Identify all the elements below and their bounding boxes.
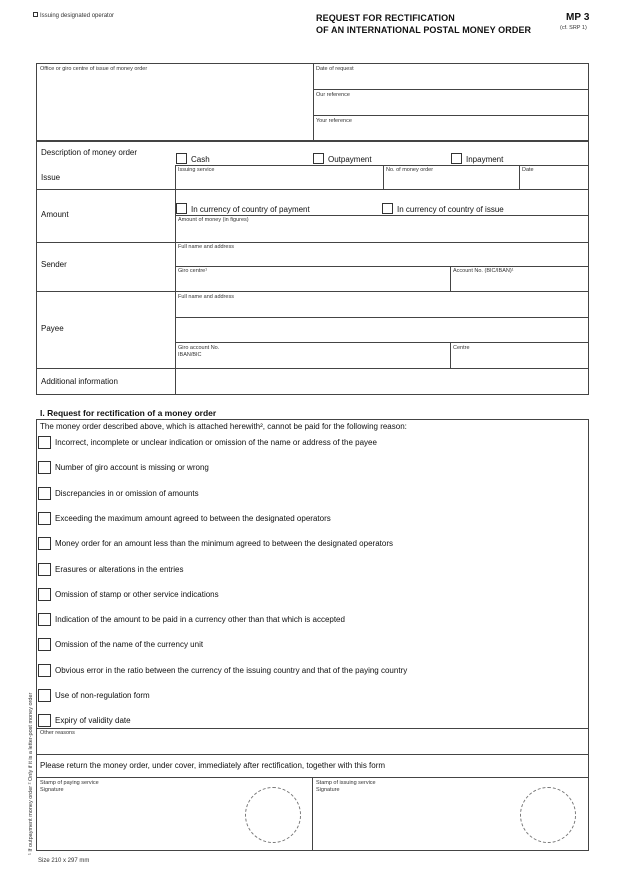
reason-label: Omission of stamp or other service indications: [55, 590, 219, 599]
reason-checkbox[interactable]: [38, 664, 51, 677]
cash-checkbox[interactable]: [176, 153, 187, 164]
currency-issue-label: In currency of country of issue: [397, 205, 504, 214]
payee-centre-field[interactable]: Centre: [453, 345, 470, 351]
rectification-intro: The money order described above, which is attached herewith², cannot be paid for the following reason:: [40, 422, 407, 431]
sender-giro-centre-field[interactable]: Giro centre¹: [178, 268, 208, 274]
outpayment-checkbox[interactable]: [313, 153, 324, 164]
form-title-line1: REQUEST FOR RECTIFICATION: [316, 13, 455, 23]
other-reasons-field[interactable]: Other reasons: [40, 730, 75, 736]
outpayment-option-label: Outpayment: [328, 155, 372, 164]
reason-label: Indication of the amount to be paid in a currency other than that which is accepted: [55, 615, 345, 624]
sender-name-field[interactable]: Full name and address: [178, 244, 234, 250]
payee-name-field[interactable]: Full name and address: [178, 294, 234, 300]
issuing-operator-marker: [33, 12, 38, 17]
signature-issuing-label: Signature: [316, 787, 340, 793]
date-of-request-field[interactable]: Date of request: [316, 66, 354, 72]
reason-label: Erasures or alterations in the entries: [55, 565, 184, 574]
reason-label: Use of non-regulation form: [55, 691, 150, 700]
reason-checkbox[interactable]: [38, 461, 51, 474]
stamp-issuing-label: Stamp of issuing service: [316, 780, 376, 786]
form-code: MP 3: [566, 12, 590, 23]
return-note: Please return the money order, under cover, immediately after rectification, together with this form: [40, 761, 386, 770]
reason-label: Exceeding the maximum amount agreed to between the designated operators: [55, 514, 331, 523]
payee-iban-bic-field[interactable]: IBAN/BIC: [178, 352, 202, 358]
reason-checkbox[interactable]: [38, 588, 51, 601]
our-reference-field[interactable]: Our reference: [316, 92, 350, 98]
reason-label: Incorrect, incomplete or unclear indication or omission of the name or address of the payee: [55, 438, 377, 447]
section-heading: I. Request for rectification of a money order: [40, 408, 217, 418]
issuing-stamp-area[interactable]: [520, 787, 576, 843]
issue-date-field[interactable]: Date: [522, 167, 534, 173]
reason-label: Obvious error in the ratio between the currency of the issuing country and that of the paying country: [55, 666, 408, 675]
reason-checkbox[interactable]: [38, 487, 51, 500]
issuing-service-field[interactable]: Issuing service: [178, 167, 215, 173]
your-reference-field[interactable]: Your reference: [316, 118, 352, 124]
payee-label: Payee: [41, 324, 64, 333]
form-ref: (cf. SRP 1): [560, 25, 587, 31]
issuing-operator-label: Issuing designated operator: [40, 13, 115, 19]
reason-checkbox[interactable]: [38, 436, 51, 449]
reason-label: Money order for an amount less than the minimum agreed to between the designated operators: [55, 539, 393, 548]
inpayment-option-label: Inpayment: [466, 155, 504, 164]
stamp-paying-label: Stamp of paying service: [40, 780, 99, 786]
money-order-number-field[interactable]: No. of money order: [386, 167, 434, 173]
office-label: Office or giro centre of issue of money order: [40, 66, 148, 72]
reason-label: Expiry of validity date: [55, 716, 131, 725]
currency-payment-label: In currency of country of payment: [191, 205, 310, 214]
reason-checkbox[interactable]: [38, 537, 51, 550]
additional-info-label: Additional information: [41, 377, 118, 386]
reason-checkbox[interactable]: [38, 714, 51, 727]
currency-issue-checkbox[interactable]: [382, 203, 393, 214]
amount-figures-field[interactable]: Amount of money (in figures): [178, 217, 249, 223]
payee-giro-account-field[interactable]: Giro account No.: [178, 345, 220, 351]
reason-checkbox[interactable]: [38, 613, 51, 626]
currency-payment-checkbox[interactable]: [176, 203, 187, 214]
reason-label: Discrepancies in or omission of amounts: [55, 489, 199, 498]
cash-option-label: Cash: [191, 155, 210, 164]
inpayment-checkbox[interactable]: [451, 153, 462, 164]
reason-checkbox[interactable]: [38, 689, 51, 702]
paying-stamp-area[interactable]: [245, 787, 301, 843]
reason-label: Number of giro account is missing or wrong: [55, 463, 209, 472]
description-label: Description of money order: [41, 148, 138, 157]
signature-paying-label: Signature: [40, 787, 64, 793]
side-footnote: ¹ If outpayment money order ² Only if it is a letter-post money order: [28, 692, 34, 855]
issue-label: Issue: [41, 173, 61, 182]
sender-account-field[interactable]: Account No. (BIC/IBAN)¹: [453, 268, 514, 274]
form-title-line2: OF AN INTERNATIONAL POSTAL MONEY ORDER: [316, 25, 532, 35]
reason-checkbox[interactable]: [38, 638, 51, 651]
reason-checkbox[interactable]: [38, 512, 51, 525]
size-note: Size 210 x 297 mm: [38, 858, 90, 864]
sender-label: Sender: [41, 260, 67, 269]
reason-label: Omission of the name of the currency unit: [55, 640, 204, 649]
amount-label: Amount: [41, 210, 69, 219]
reason-checkbox[interactable]: [38, 563, 51, 576]
